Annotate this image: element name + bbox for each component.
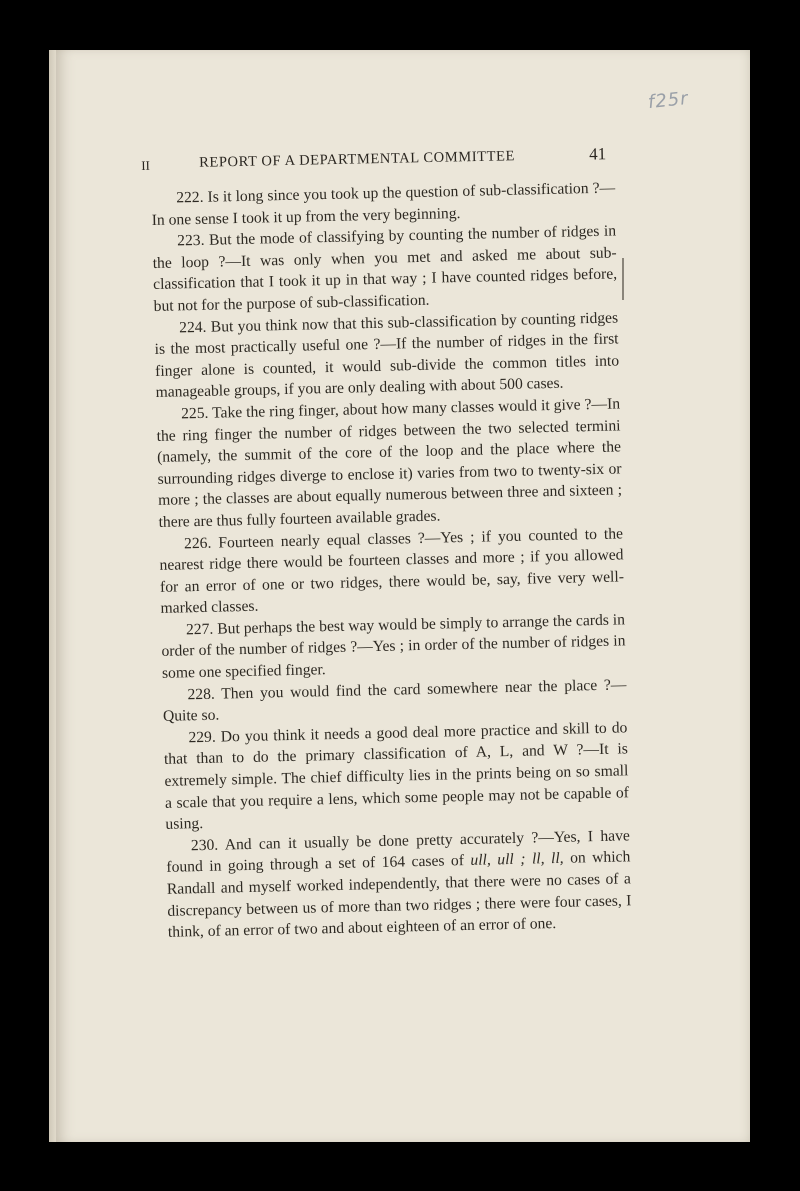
paragraph-230-lead: 230. And can it usually be done pretty accurately ?—Yes, I have found in going through a set of 164 cases of [166,827,631,877]
section-number: II [141,157,151,173]
paragraph-222: 222. Is it long since you took up the question of sub-classification ?—In one sense I took it up from the very beginning. [151,179,616,229]
margin-mark [622,258,624,300]
paragraph-223: 223. But the mode of classifying by counting the number of ridges in the loop ?—It was only when you met and asked me about sub-classification that I took it up in that way ; I have counted ridges before, but not for the purpose of sub-classification. [152,222,618,315]
folio-annotation: f25r [647,87,690,114]
paragraph-226: 226. Fourteen nearly equal classes ?—Yes ; if you counted to the nearest ridge there would be fourteen classes and more ; if you allowed for an error of one or two ridges, there would be, say, five very well-marked classes. [159,524,625,618]
paragraph-230-tail: on which Randall and myself worked independently, that there were no cases of a discrepancy between us of more than two ridges ; there were four cases, I think, of an error of two and about eighteen of an error of one. [166,848,632,941]
paragraph-230-italic: ull, ull ; ll, ll, [470,850,564,870]
paragraph-227: 227. But perhaps the best way would be simply to arrange the cards in order of the number of ridges ?—Yes ; in order of the number of ridges in some one specified finger. [161,611,626,682]
paragraph-230 [166,825,632,943]
paragraph-228: 228. Then you would find the card somewhere near the place ?—Quite so. [162,676,627,726]
paragraph-224: 224. But you think now that this sub-classification by counting ridges is the most practically useful one ?—If the number of ridges in the first finger alone is counted, it would sub-divide the common titles into manageable groups, if you are only dealing with about 500 cases. [154,309,620,402]
paragraph-229: 229. Do you think it needs a good deal more practice and skill to do that than to do the primary classification of A, L, and W ?—It is extremely simple. The chief difficulty lies in the prints being on so small a scale that you require a lens, which some people may not be capable of using. [163,719,630,834]
header-title: REPORT OF A DEPARTMENTAL COMMITTEE [199,148,516,171]
page-number: 41 [588,144,607,164]
body-text [151,177,632,943]
paragraph-225: 225. Take the ring finger, about how many classes would it give ?—In the ring finger the number of ridges between the two selected termini (namely, the summit of the core of the loop and the place where the surrounding ridges diverge to enclose it) varies from two to twenty-six or more ; the classes are about equally numerous between three and sixteen ; there are thus fully fourteen available grades. [156,395,623,531]
